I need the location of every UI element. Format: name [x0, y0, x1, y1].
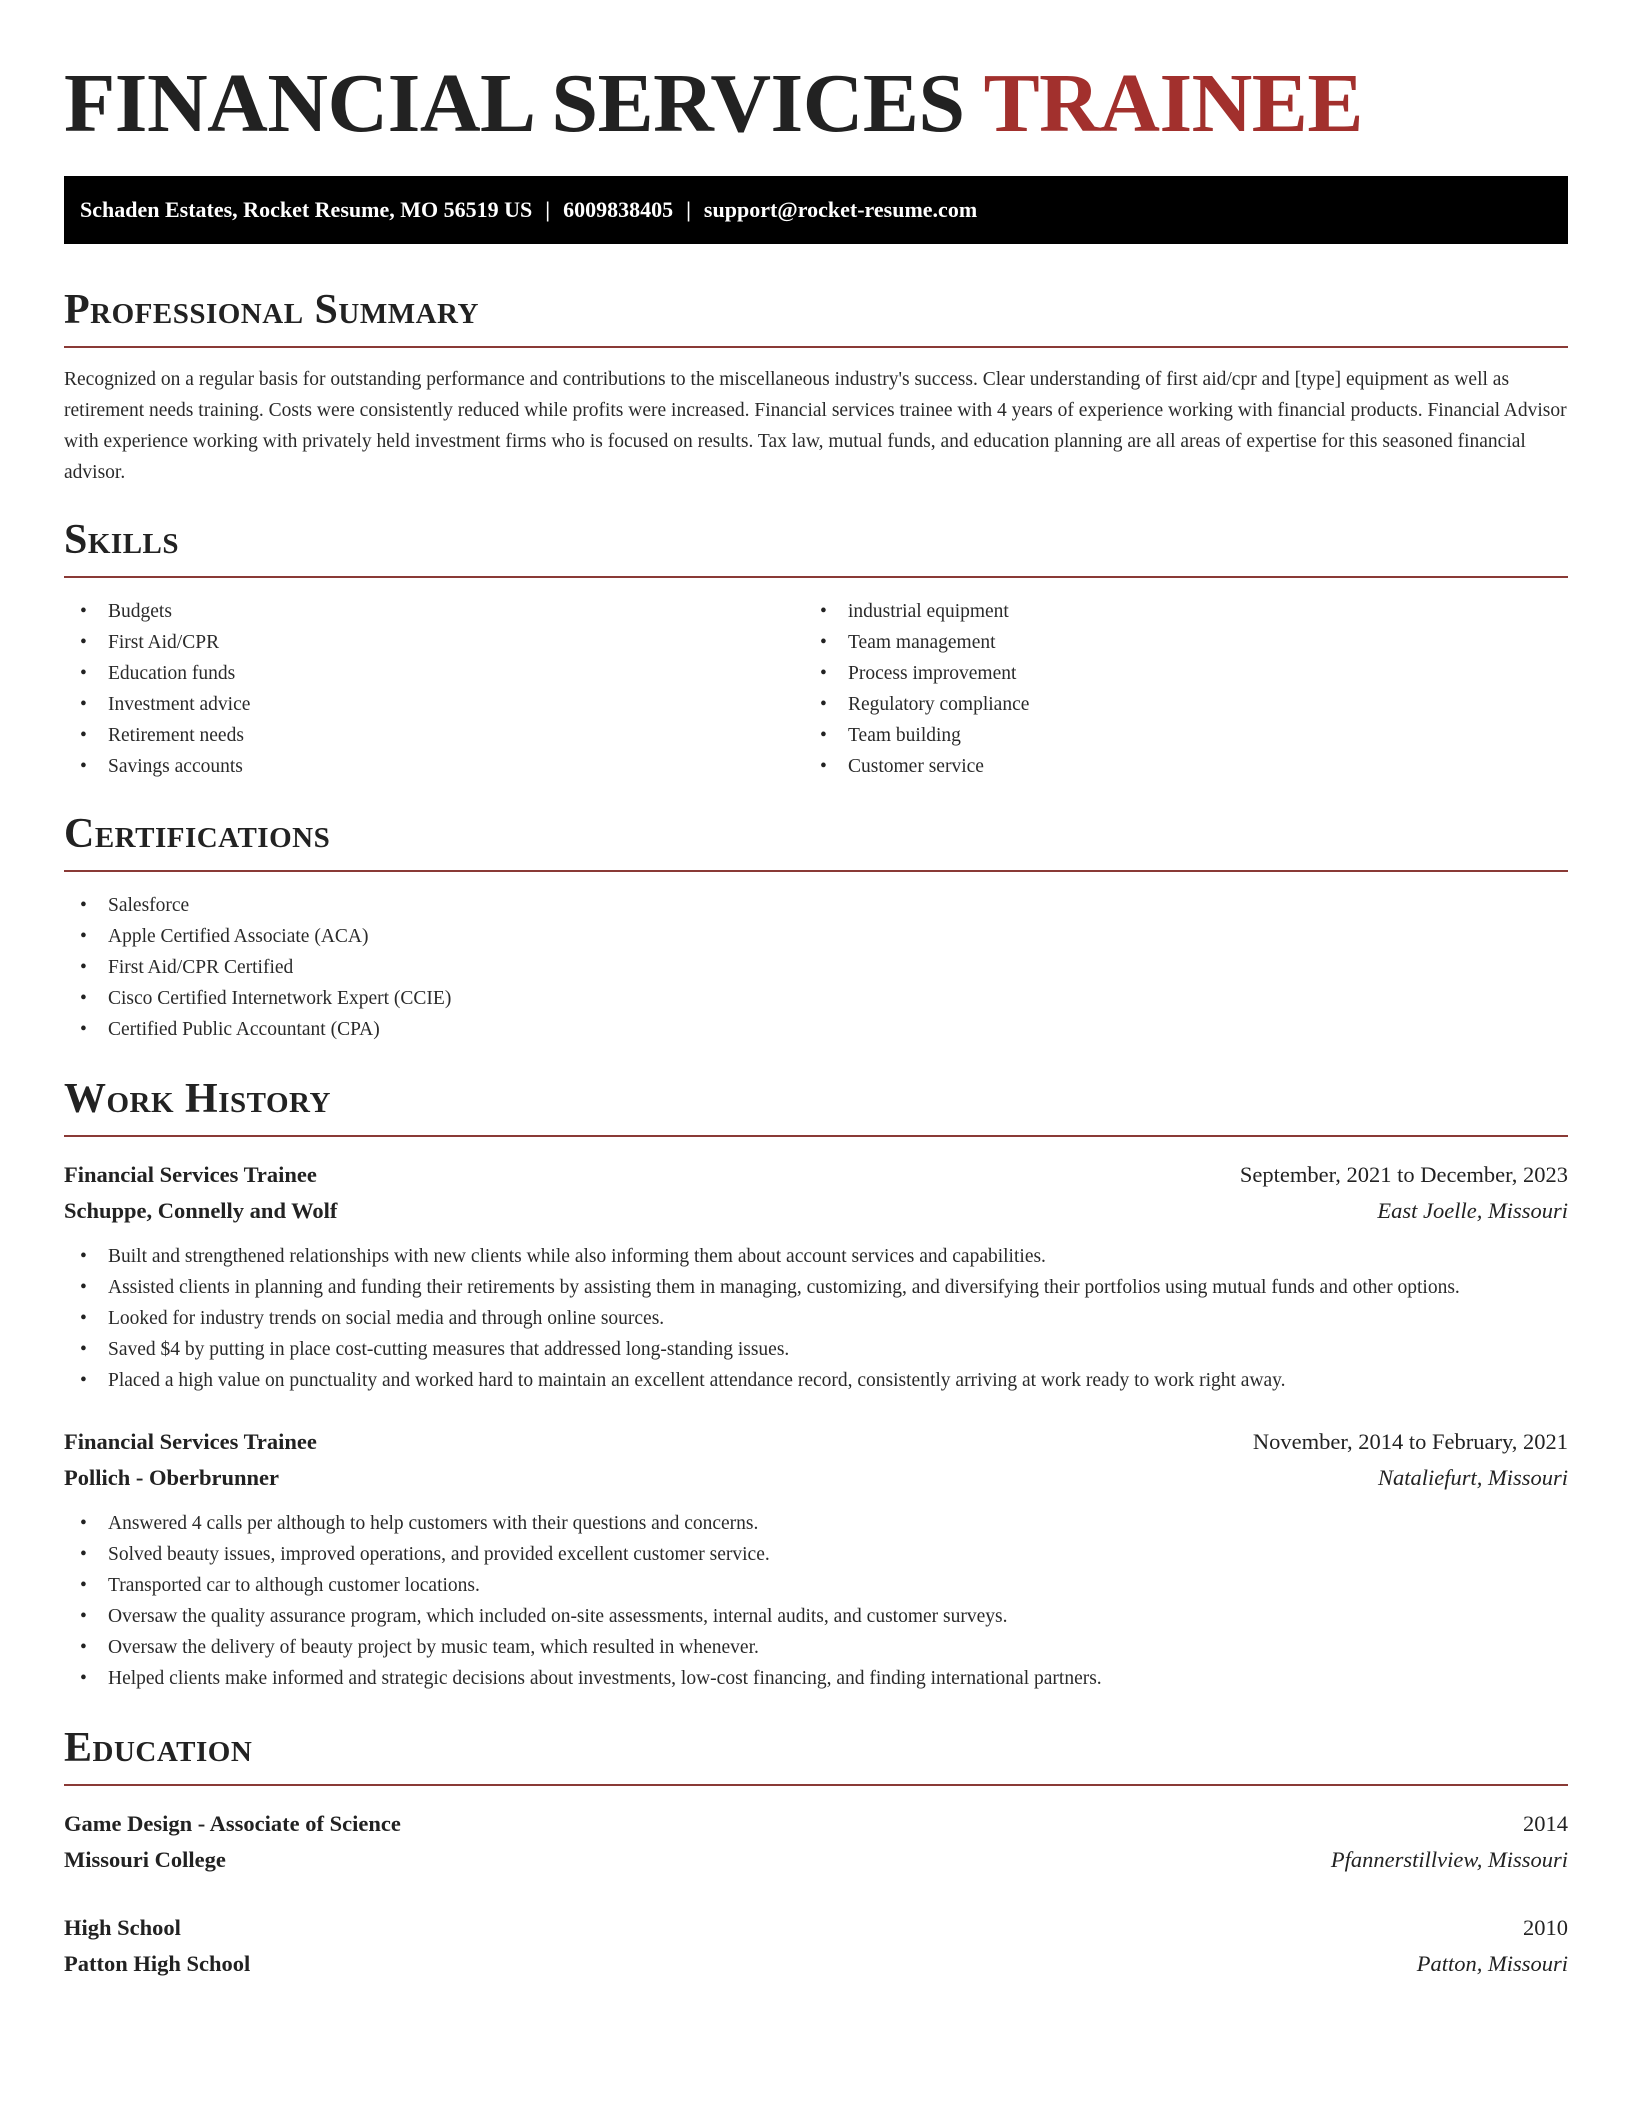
job-bullet: • Oversaw the delivery of beauty project by music team, which resulted in whenever.	[64, 1632, 1568, 1663]
skills-heading: Skills	[64, 516, 1568, 578]
education-heading: Education	[64, 1724, 1568, 1786]
skill-item: • Savings accounts	[64, 751, 804, 782]
contact-separator: |	[545, 197, 551, 222]
education-school-row	[64, 1842, 1568, 1878]
skills-list-right	[804, 596, 1544, 782]
summary-heading: Professional Summary	[64, 286, 1568, 348]
education-school-row	[64, 1946, 1568, 1982]
resume-title	[64, 56, 1568, 152]
certification-item: • Apple Certified Associate (ACA)	[64, 921, 1568, 952]
job-company-row	[64, 1460, 1568, 1496]
job-bullet: • Assisted clients in planning and funding their retirements by assisting them in managing, customizing, and diversifying their portfolios using mutual funds and other options.	[64, 1272, 1568, 1303]
certifications-heading: Certifications	[64, 810, 1568, 872]
contact-email: support@rocket-resume.com	[703, 197, 978, 222]
title-accent: TRAINEE	[983, 57, 1363, 150]
job-location: Nataliefurt, Missouri	[1377, 1465, 1568, 1490]
resume-page	[64, 0, 1568, 1982]
education-location: Pfannerstillview, Missouri	[1330, 1847, 1568, 1872]
job-entry	[64, 1157, 1568, 1396]
skill-item: • Investment advice	[64, 689, 804, 720]
skills-grid	[64, 596, 1568, 782]
contact-bar	[64, 176, 1568, 244]
job-bullet: • Solved beauty issues, improved operations, and provided excellent customer service.	[64, 1539, 1568, 1570]
skill-item: • First Aid/CPR	[64, 627, 804, 658]
skill-item: • Regulatory compliance	[804, 689, 1544, 720]
contact-address: Schaden Estates, Rocket Resume, MO 56519 US	[80, 197, 533, 222]
skill-item: • Team management	[804, 627, 1544, 658]
job-title: Financial Services Trainee	[64, 1162, 317, 1187]
job-company-row	[64, 1193, 1568, 1229]
job-bullet: • Placed a high value on punctuality and worked hard to maintain an excellent attendance record, consistently arriving at work ready to work right away.	[64, 1365, 1568, 1396]
job-header-row	[64, 1157, 1568, 1193]
contact-phone: 6009838405	[563, 197, 674, 222]
education-degree: Game Design - Associate of Science	[64, 1811, 401, 1836]
education-entry	[64, 1806, 1568, 1878]
job-company: Pollich - Oberbrunner	[64, 1465, 279, 1490]
job-entry	[64, 1424, 1568, 1694]
education-year: 2010	[1523, 1915, 1568, 1940]
job-bullet: • Answered 4 calls per although to help customers with their questions and concerns.	[64, 1508, 1568, 1539]
job-title: Financial Services Trainee	[64, 1429, 317, 1454]
skill-item: • Process improvement	[804, 658, 1544, 689]
certification-item: • Certified Public Accountant (CPA)	[64, 1014, 1568, 1045]
job-bullet: • Built and strengthened relationships with new clients while also informing them about account services and capabilities.	[64, 1241, 1568, 1272]
skill-item: • Budgets	[64, 596, 804, 627]
contact-separator: |	[686, 197, 691, 222]
certification-item: • First Aid/CPR Certified	[64, 952, 1568, 983]
certifications-list	[64, 890, 1568, 1045]
skill-item: • industrial equipment	[804, 596, 1544, 627]
job-bullet: • Looked for industry trends on social media and through online sources.	[64, 1303, 1568, 1334]
job-header-row	[64, 1424, 1568, 1460]
education-location: Patton, Missouri	[1416, 1951, 1568, 1976]
job-bullet: • Oversaw the quality assurance program, which included on-site assessments, internal audits, and customer surveys.	[64, 1601, 1568, 1632]
job-location: East Joelle, Missouri	[1377, 1198, 1568, 1223]
job-bullets	[64, 1241, 1568, 1396]
job-bullet: • Saved $4 by putting in place cost-cutting measures that addressed long-standing issues.	[64, 1334, 1568, 1365]
job-bullet: • Helped clients make informed and strategic decisions about investments, low-cost financing, and finding international partners.	[64, 1663, 1568, 1694]
work-history-heading: Work History	[64, 1075, 1568, 1137]
education-school: Patton High School	[64, 1951, 251, 1976]
certification-item: • Salesforce	[64, 890, 1568, 921]
skill-item: • Education funds	[64, 658, 804, 689]
skill-item: • Team building	[804, 720, 1544, 751]
job-dates: November, 2014 to February, 2021	[1252, 1429, 1568, 1454]
job-bullet: • Transported car to although customer locations.	[64, 1570, 1568, 1601]
job-dates: September, 2021 to December, 2023	[1239, 1162, 1568, 1187]
education-school: Missouri College	[64, 1847, 226, 1872]
education-entry	[64, 1910, 1568, 1982]
education-degree-row	[64, 1910, 1568, 1946]
skills-list-left	[64, 596, 804, 782]
certification-item: • Cisco Certified Internetwork Expert (CCIE)	[64, 983, 1568, 1014]
skill-item: • Retirement needs	[64, 720, 804, 751]
job-bullets	[64, 1508, 1568, 1694]
education-degree-row	[64, 1806, 1568, 1842]
job-company: Schuppe, Connelly and Wolf	[64, 1198, 338, 1223]
title-main: FINANCIAL SERVICES	[64, 57, 965, 150]
education-degree: High School	[64, 1915, 181, 1940]
education-year: 2014	[1523, 1811, 1568, 1836]
skill-item: • Customer service	[804, 751, 1544, 782]
summary-text: Recognized on a regular basis for outstanding performance and contributions to the miscellaneous industry's success. Clear understanding of first aid/cpr and [type] equipment as well as retirement needs training. Costs were consistently reduced while profits were increased. Financial services trainee with 4 years of experience working with financial products. Financial Advisor with experience working with privately held investment firms who is focused on results. Tax law, mutual funds, and education planning are all areas of expertise for this seasoned financial advisor.	[64, 369, 1567, 483]
